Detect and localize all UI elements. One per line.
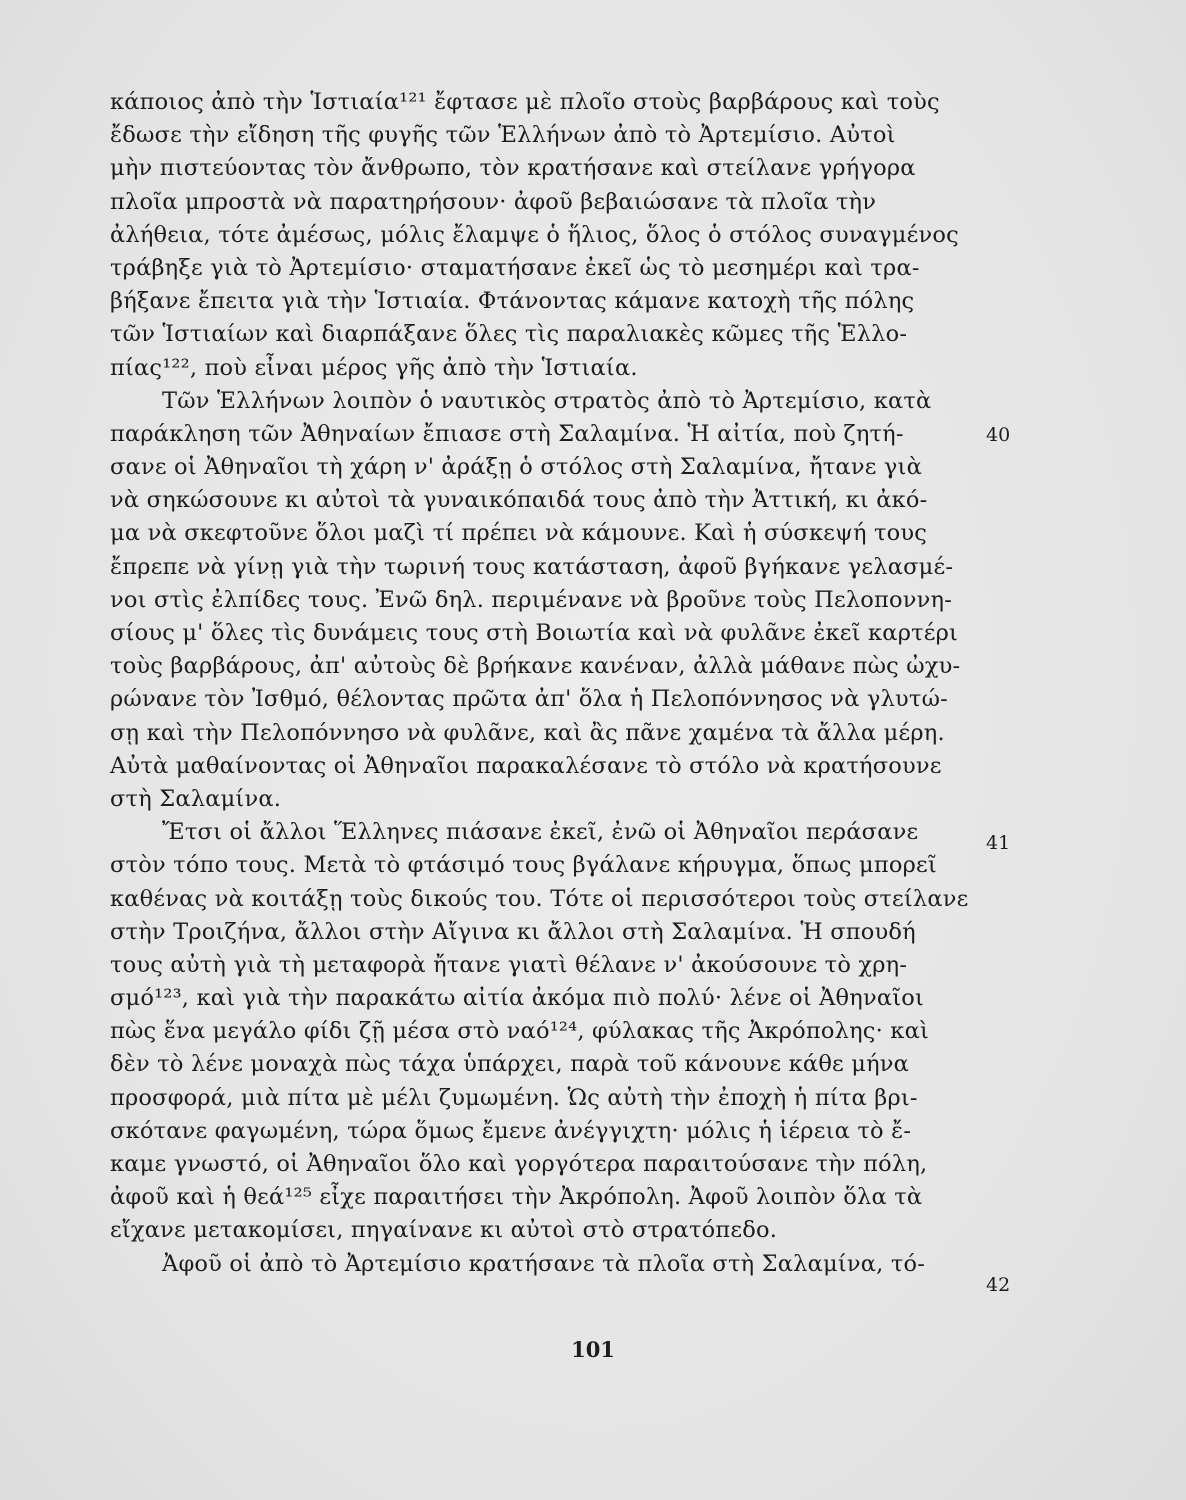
text-line: εἴχανε μετακομίσει, πηγαίνανε κι αὐτοὶ στὸ στρατόπεδο. [110, 1217, 778, 1244]
text-line: ἀλήθεια, τότε ἀμέσως, μόλις ἔλαμψε ὁ ἥλιος, ὅλος ὁ στόλος συναγμένος [110, 221, 959, 248]
text-line: ἔδωσε τὴν εἴδηση τῆς φυγῆς τῶν Ἑλλήνων ἀπὸ τὸ Ἀρτεμίσιο. Αὐτοὶ [110, 122, 896, 149]
paragraph-start-line: Τῶν Ἑλλήνων λοιπὸν ὁ ναυτικὸς στρατὸς ἀπὸ τὸ Ἀρτεμίσιο, κατὰ [162, 387, 932, 414]
text-line: Αὐτὰ μαθαίνοντας οἱ Ἀθηναῖοι παρακαλέσανε τὸ στόλο νὰ κρατήσουνε [110, 752, 942, 779]
text-line: σκότανε φαγωμένη, τώρα ὅμως ἔμενε ἀνέγγιχτη· μόλις ἡ ἱέρεια τὸ ἔ- [110, 1117, 912, 1144]
text-line: τράβηξε γιὰ τὸ Ἀρτεμίσιο· σταματήσανε ἐκεῖ ὡς τὸ μεσημέρι καὶ τρα- [110, 254, 920, 281]
paragraph-start-line: Ἀφοῦ οἱ ἀπὸ τὸ Ἀρτεμίσιο κρατήσανε τὰ πλοῖα στὴ Σαλαμίνα, τό- [162, 1250, 926, 1277]
text-line: σίους μ' ὅλες τὶς δυνάμεις τους στὴ Βοιωτία καὶ νὰ φυλᾶνε ἐκεῖ καρτέρι [110, 620, 959, 646]
text-line: σανε οἱ Ἀθηναῖοι τὴ χάρη ν' ἀράξῃ ὁ στόλος στὴ Σαλαμίνα, ἤτανε γιὰ [110, 454, 922, 481]
text-line: νοι στὶς ἐλπίδες τους. Ἐνῶ δηλ. περιμένανε νὰ βροῦνε τοὺς Πελοποννη- [110, 586, 953, 613]
text-line: στὴ Σαλαμίνα. [110, 785, 282, 812]
section-number-41: 41 [986, 832, 1011, 855]
text-line: μα νὰ σκεφτοῦνε ὅλοι μαζὶ τί πρέπει νὰ κάμουνε. Καὶ ἡ σύσκεψή τους [110, 520, 928, 547]
paragraph-start-line: Ἔτσι οἱ ἄλλοι Ἕλληνες πιάσανε ἐκεῖ, ἐνῶ οἱ Ἀθηναῖοι περάσανε [162, 819, 919, 846]
text-line: κάποιος ἀπὸ τὴν Ἱστιαία¹²¹ ἔφτασε μὲ πλοῖο στοὺς βαρβάρους καὶ τοὺς [110, 89, 940, 115]
text-line: ἀφοῦ καὶ ἡ θεά¹²⁵ εἶχε παραιτήσει τὴν Ἀκρόπολη. Ἀφοῦ λοιπὸν ὅλα τὰ [110, 1184, 923, 1211]
page-number: 101 [571, 1337, 615, 1362]
section-number-42: 42 [986, 1274, 1011, 1296]
text-line: τοὺς βαρβάρους, ἀπ' αὐτοὺς δὲ βρήκανε κανέναν, ἀλλὰ μάθανε πὼς ὠχυ- [110, 653, 961, 680]
text-line: σῃ καὶ τὴν Πελοπόννησο νὰ φυλᾶνε, καὶ ἂς πᾶνε χαμένα τὰ ἄλλα μέρη. [110, 719, 945, 746]
text-line: στὸν τόπο τους. Μετὰ τὸ φτάσιμό τους βγάλανε κήρυγμα, ὅπως μπορεῖ [110, 852, 937, 879]
text-line: πίας¹²², ποὺ εἶναι μέρος γῆς ἀπὸ τὴν Ἱστιαία. [110, 354, 638, 381]
text-line: νὰ σηκώσουνε κι αὐτοὶ τὰ γυναικόπαιδά τους ἀπὸ τὴν Ἀττική, κι ἀκό- [110, 487, 928, 514]
body-text [110, 86, 980, 1281]
section-number-40: 40 [986, 423, 1011, 446]
text-line: καμε γνωστό, οἱ Ἀθηναῖοι ὅλο καὶ γοργότερα παραιτούσανε τὴν πόλη, [110, 1151, 928, 1177]
text-line: παράκληση τῶν Ἀθηναίων ἔπιασε στὴ Σαλαμίνα. Ἡ αἰτία, ποὺ ζητή- [110, 420, 904, 447]
text-line: δὲν τὸ λένε μοναχὰ πὼς τάχα ὑπάρχει, παρὰ τοῦ κάνουνε κάθε μήνα [110, 1051, 910, 1078]
text-line: στὴν Τροιζήνα, ἄλλοι στὴν Αἴγινα κι ἄλλοι στὴ Σαλαμίνα. Ἡ σπουδή [110, 918, 916, 945]
text-line: ἔπρεπε νὰ γίνῃ γιὰ τὴν τωρινή τους κατάσταση, ἀφοῦ βγήκανε γελασμέ- [110, 553, 954, 580]
text-line: μὴν πιστεύοντας τὸν ἄνθρωπο, τὸν κρατήσανε καὶ στείλανε γρήγορα [110, 155, 916, 182]
text-line: τους αὐτὴ γιὰ τὴ μεταφορὰ ἤτανε γιατὶ θέλανε ν' ἀκούσουνε τὸ χρη- [110, 951, 908, 978]
text-line: τῶν Ἱστιαίων καὶ διαρπάξανε ὅλες τὶς παραλιακὲς κῶμες τῆς Ἑλλο- [110, 321, 908, 348]
text-line: ρώνανε τὸν Ἰσθμό, θέλοντας πρῶτα ἀπ' ὅλα ἡ Πελοπόννησος νὰ γλυτώ- [110, 686, 948, 713]
text-line: καθένας νὰ κοιτάξῃ τοὺς δικούς του. Τότε οἱ περισσότεροι τοὺς στείλανε [110, 885, 969, 912]
text-line: πὼς ἕνα μεγάλο φίδι ζῇ μέσα στὸ ναό¹²⁴, φύλακας τῆς Ἀκρόπολης· καὶ [110, 1018, 929, 1045]
text-line: σμό¹²³, καὶ γιὰ τὴν παρακάτω αἰτία ἀκόμα πιὸ πολύ· λένε οἱ Ἀθηναῖοι [110, 985, 925, 1012]
text-line: βήξανε ἔπειτα γιὰ τὴν Ἱστιαία. Φτάνοντας κάμανε κατοχὴ τῆς πόλης [110, 288, 915, 315]
text-line: προσφορά, μιὰ πίτα μὲ μέλι ζυμωμένη. Ὡς αὐτὴ τὴν ἐποχὴ ἡ πίτα βρι- [110, 1084, 918, 1111]
text-line: πλοῖα μπροστὰ νὰ παρατηρήσουν· ἀφοῦ βεβαιώσανε τὰ πλοῖα τὴν [110, 188, 877, 215]
